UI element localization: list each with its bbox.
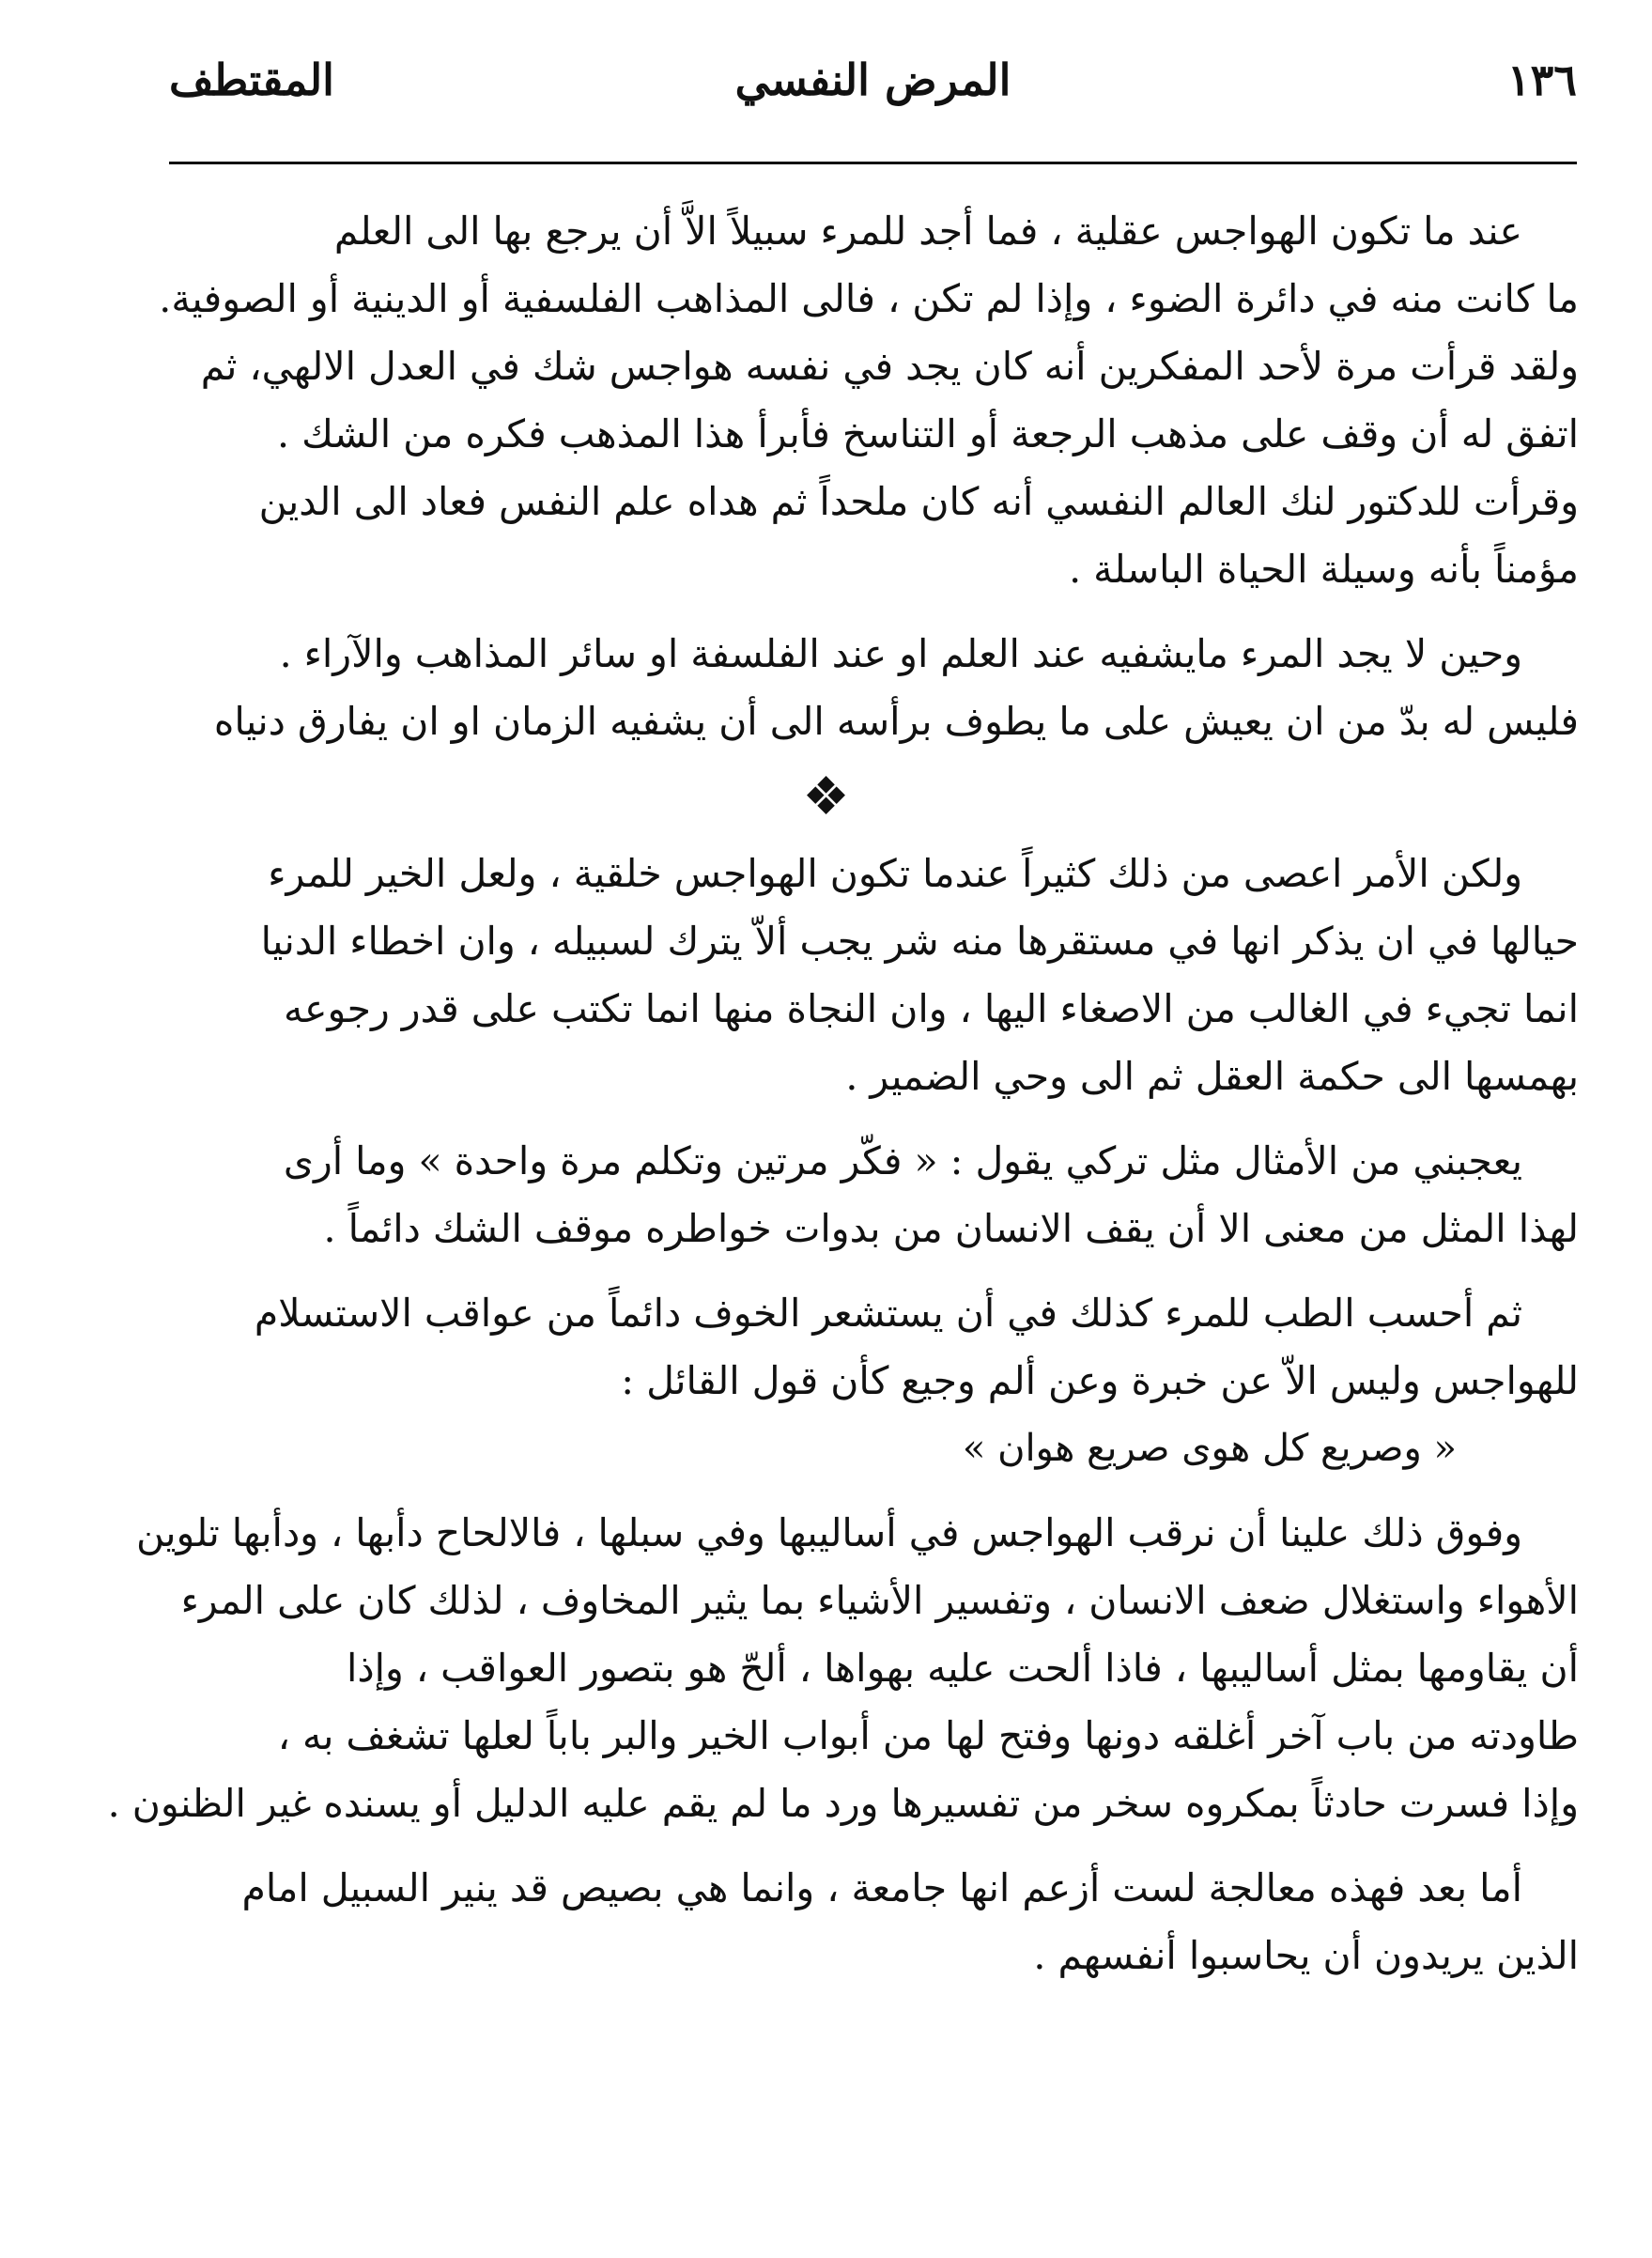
text-line: يعجبني من الأمثال مثل تركي يقول : « فكّر مرتين وتكلم مرة واحدة » وما أرى — [283, 1138, 1522, 1183]
page-title: المرض النفسي — [734, 54, 1011, 105]
paragraph — [73, 1127, 1579, 1262]
text-line: وإذا فسرت حادثاً بمكروه سخر من تفسيرها ورد ما لم يقم عليه الدليل أو يسنده غير الظنون . — [107, 1781, 1579, 1826]
text-line: وقرأت للدكتور لنك العالم النفسي أنه كان ملحداً ثم هداه علم النفس فعاد الى الدين — [258, 479, 1579, 524]
section-ornament: ❖ — [802, 766, 850, 827]
article-body — [73, 197, 1579, 1989]
text-line: عند ما تكون الهواجس عقلية ، فما أجد للمرء سبيلاً الاَّ أن يرجع بها الى العلم — [333, 209, 1522, 254]
running-head — [169, 54, 1577, 120]
journal-name: المقتطف — [169, 54, 334, 105]
verse-quote: « وصريع كل هوى صريع هوان » — [962, 1427, 1457, 1470]
text-line: ولقد قرأت مرة لأحد المفكرين أنه كان يجد في نفسه هواجس شك في العدل الالهي، ثم — [200, 344, 1579, 389]
text-line: ما كانت منه في دائرة الضوء ، وإذا لم تكن ، فالى المذاهب الفلسفية أو الدينية أو الصوفية. — [159, 276, 1579, 321]
text-line: أما بعد فهذه معالجة لست أزعم انها جامعة ، وانما هي بصيص قد ينير السبيل امام — [241, 1865, 1522, 1910]
text-line: ولكن الأمر اعصى من ذلك كثيراً عندما تكون الهواجس خلقية ، ولعل الخير للمرء — [268, 851, 1522, 896]
text-line: الذين يريدون أن يحاسبوا أنفسهم . — [1033, 1933, 1579, 1978]
text-line: مؤمناً بأنه وسيلة الحياة الباسلة . — [1069, 547, 1579, 592]
page-number: ١٣٦ — [1506, 54, 1577, 105]
paragraph — [73, 197, 1579, 603]
text-line: لهذا المثل من معنى الا أن يقف الانسان من بدوات خواطره موقف الشك دائماً . — [323, 1206, 1579, 1251]
text-line: انما تجيء في الغالب من الاصغاء اليها ، وان النجاة منها انما تكتب على قدر رجوعه — [284, 986, 1579, 1031]
text-line: للهواجس وليس الاّ عن خبرة وعن ألم وجيع كأن قول القائل : — [621, 1358, 1579, 1403]
text-line: اتفق له أن وقف على مذهب الرجعة أو التناسخ فأبرأ هذا المذهب فكره من الشك . — [277, 411, 1579, 456]
text-line: وحين لا يجد المرء مايشفيه عند العلم او عند الفلسفة او سائر المذاهب والآراء . — [279, 631, 1522, 676]
paragraph — [73, 1499, 1579, 1837]
text-line: وفوق ذلك علينا أن نرقب الهواجس في أساليبها وفي سبلها ، فالالحاح دأبها ، ودأبها تلوين — [135, 1510, 1522, 1555]
text-line: ثم أحسب الطب للمرء كذلك في أن يستشعر الخوف دائماً من عواقب الاستسلام — [254, 1291, 1522, 1336]
paragraph — [73, 1279, 1579, 1482]
text-line: فليس له بدّ من ان يعيش على ما يطوف برأسه الى أن يشفيه الزمان او ان يفارق دنياه — [213, 699, 1579, 744]
paragraph — [73, 1854, 1579, 1989]
paragraph — [73, 840, 1579, 1110]
text-line: بهمسها الى حكمة العقل ثم الى وحي الضمير . — [845, 1054, 1579, 1099]
header-rule — [169, 162, 1577, 164]
text-line: أن يقاومها بمثل أساليبها ، فاذا ألحت عليه بهواها ، ألحّ هو بتصور العواقب ، وإذا — [346, 1646, 1579, 1691]
text-line: طاودته من باب آخر أغلقه دونها وفتح لها من أبواب الخير والبر باباً لعلها تشغف به ، — [277, 1713, 1579, 1758]
paragraph — [73, 620, 1579, 755]
text-line: الأهواء واستغلال ضعف الانسان ، وتفسير الأشياء بما يثير المخاوف ، لذلك كان على المرء — [180, 1578, 1579, 1623]
text-line: حيالها في ان يذكر انها في مستقرها منه شر يجب ألاّ يترك لسبيله ، وان اخطاء الدنيا — [260, 919, 1579, 964]
